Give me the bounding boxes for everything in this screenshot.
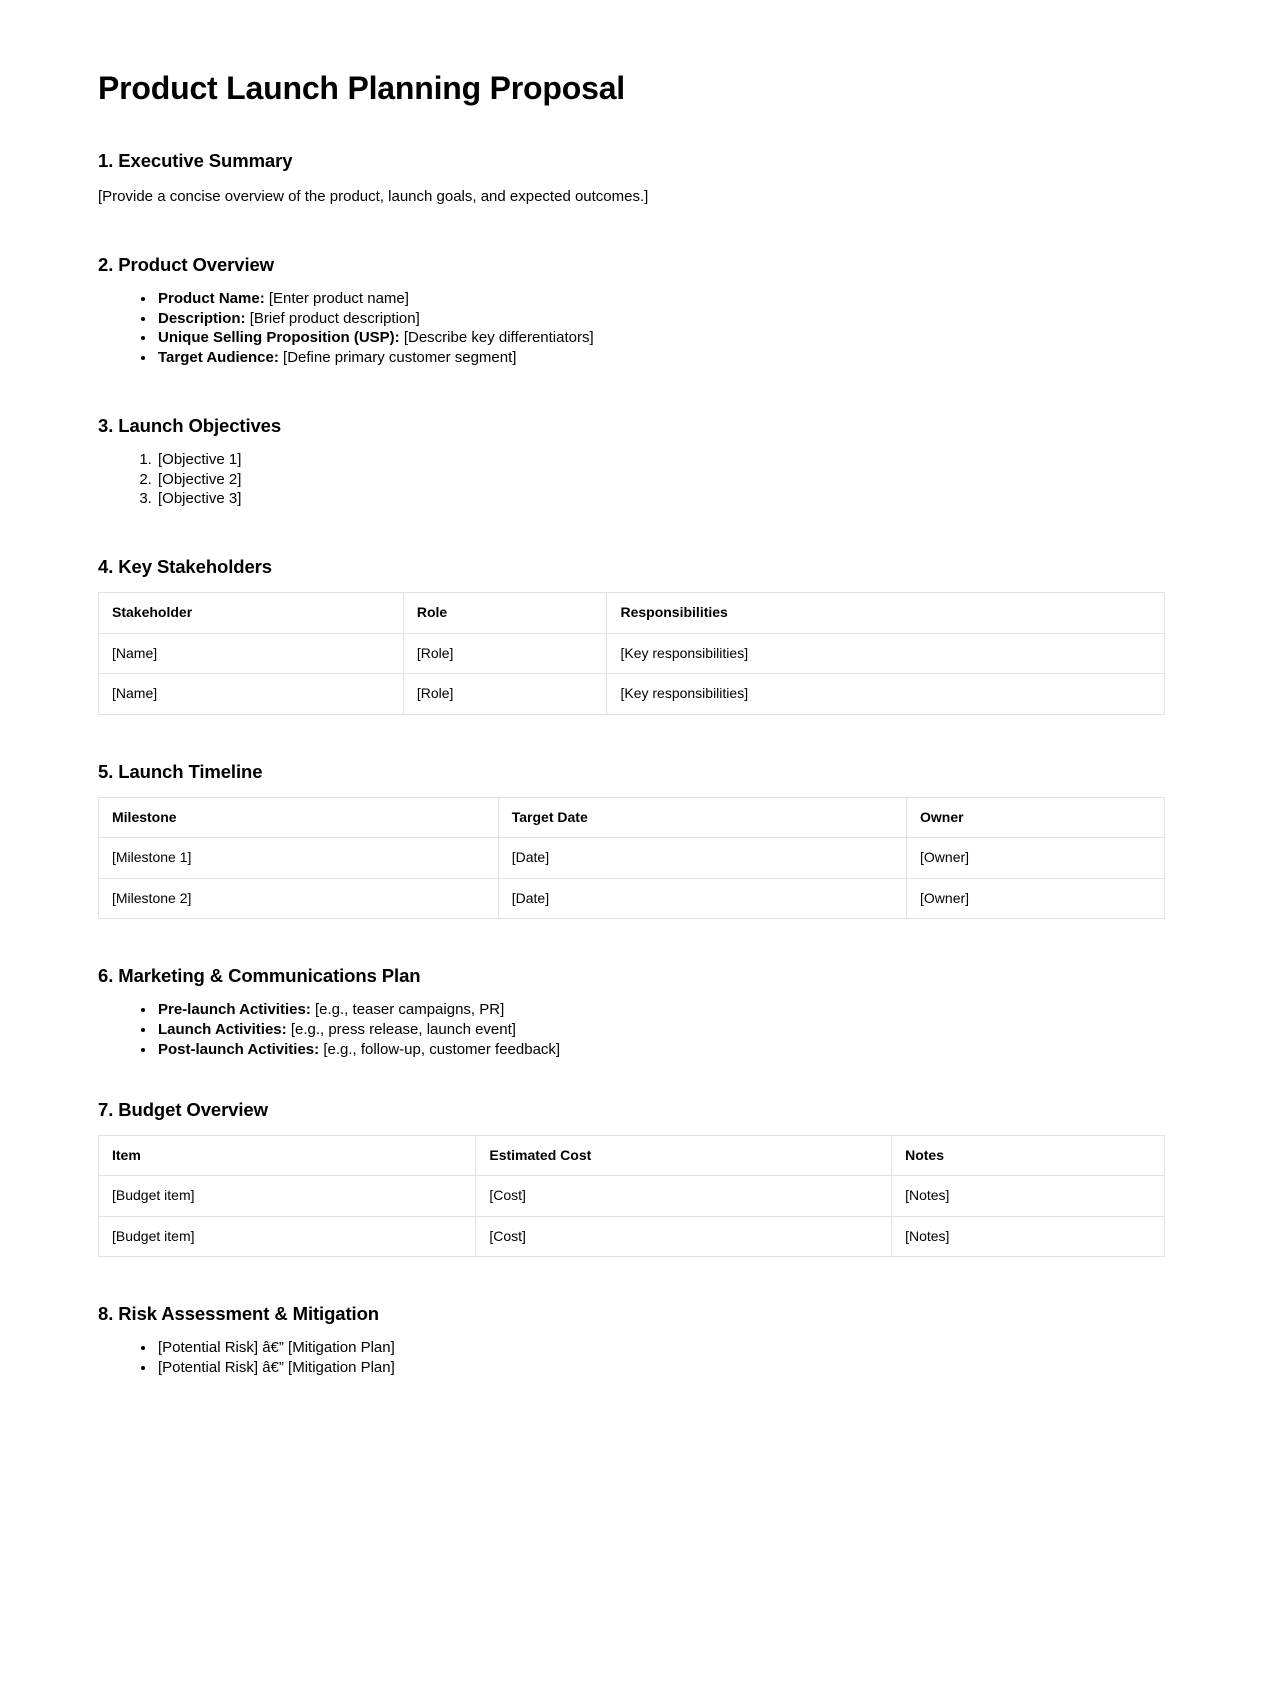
section-launch-objectives [98, 415, 1165, 508]
list-item-value: [Enter product name] [268, 289, 409, 307]
table-cell: [Date] [498, 878, 906, 919]
table-row [99, 878, 1165, 919]
spacer [98, 208, 1165, 254]
key-stakeholders-table [98, 592, 1165, 715]
list-item-value: [Brief product description] [249, 309, 420, 327]
column-header-role: Role [403, 593, 607, 634]
list-item-label: Target Audience: [158, 348, 279, 366]
table-cell: [Date] [498, 838, 906, 879]
section-heading-marketing-plan: 6. Marketing & Communications Plan [98, 965, 421, 987]
section-launch-timeline [98, 761, 1165, 920]
list-item-value: [e.g., follow-up, customer feedback] [323, 1040, 561, 1058]
column-header-responsibilities: Responsibilities [607, 593, 1165, 634]
table-cell: [Budget item] [99, 1216, 476, 1257]
budget-overview-table [98, 1135, 1165, 1258]
section-heading-product-overview: 2. Product Overview [98, 253, 274, 275]
list-item [156, 1021, 1165, 1039]
table-cell: [Owner] [907, 838, 1165, 879]
section-heading-launch-objectives: 3. Launch Objectives [98, 414, 282, 436]
list-item [156, 349, 1165, 367]
spacer [98, 510, 1165, 556]
list-item [156, 1001, 1165, 1019]
list-item [156, 329, 1165, 347]
column-header-estimated-cost: Estimated Cost [476, 1135, 892, 1176]
column-header-owner: Owner [907, 797, 1165, 838]
table-row [99, 674, 1165, 715]
list-item-value: [e.g., press release, launch event] [290, 1021, 516, 1039]
list-item [156, 290, 1165, 308]
section-product-overview [98, 254, 1165, 367]
table-row [99, 633, 1165, 674]
section-heading-risk-assessment: 8. Risk Assessment & Mitigation [98, 1303, 379, 1325]
table-header-row [99, 797, 1165, 838]
risk-assessment-list [98, 1339, 1165, 1376]
section-risk-assessment [98, 1303, 1165, 1377]
list-item-value: [Define primary customer segment] [283, 348, 517, 366]
section-marketing-plan [98, 965, 1165, 1058]
table-cell: [Name] [99, 674, 404, 715]
launch-timeline-table [98, 797, 1165, 920]
product-overview-list [98, 290, 1165, 367]
table-cell: [Milestone 2] [99, 878, 499, 919]
spacer [98, 369, 1165, 415]
section-heading-budget-overview: 7. Budget Overview [98, 1098, 268, 1120]
table-cell: [Role] [403, 633, 607, 674]
table-row [99, 1216, 1165, 1257]
column-header-milestone: Milestone [99, 797, 499, 838]
marketing-plan-list [98, 1001, 1165, 1058]
section-heading-executive-summary: 1. Executive Summary [98, 149, 293, 171]
list-item-label: Pre-launch Activities: [158, 1001, 311, 1019]
list-item-label: Launch Activities: [158, 1021, 287, 1039]
table-cell: [Cost] [476, 1176, 892, 1217]
table-cell: [Notes] [892, 1216, 1165, 1257]
list-item-value: [Describe key differentiators] [403, 329, 594, 347]
table-cell: [Name] [99, 633, 404, 674]
section-heading-launch-timeline: 5. Launch Timeline [98, 760, 263, 782]
section-budget-overview [98, 1099, 1165, 1258]
section-key-stakeholders [98, 556, 1165, 715]
section-executive-summary [98, 150, 1165, 208]
list-item [156, 1041, 1165, 1059]
list-item: • [Potential Risk] â€” [Mitigation Plan] [156, 1359, 1165, 1377]
spacer [98, 715, 1165, 761]
column-header-item: Item [99, 1135, 476, 1176]
list-item-label: Product Name: [158, 289, 265, 307]
table-header-row [99, 1135, 1165, 1176]
table-cell: [Key responsibilities] [607, 674, 1165, 715]
spacer [98, 1061, 1165, 1099]
section-heading-key-stakeholders: 4. Key Stakeholders [98, 555, 272, 577]
table-cell: [Owner] [907, 878, 1165, 919]
table-cell: [Key responsibilities] [607, 633, 1165, 674]
launch-objectives-list [98, 451, 1165, 508]
list-item: 1. [Objective 1] [156, 451, 1165, 469]
table-row [99, 838, 1165, 879]
list-item-label: Post-launch Activities: [158, 1040, 320, 1058]
list-item-value: [e.g., teaser campaigns, PR] [315, 1001, 505, 1019]
spacer [98, 919, 1165, 965]
table-row [99, 1176, 1165, 1217]
column-header-notes: Notes [892, 1135, 1165, 1176]
spacer [98, 1257, 1165, 1303]
page-title: Product Launch Planning Proposal [98, 70, 625, 106]
list-item-label: Description: [158, 309, 246, 327]
list-item-label: Unique Selling Proposition (USP): [158, 329, 400, 347]
table-cell: [Notes] [892, 1176, 1165, 1217]
table-cell: [Cost] [476, 1216, 892, 1257]
list-item [156, 310, 1165, 328]
table-cell: [Milestone 1] [99, 838, 499, 879]
list-item: 2. [Objective 2] [156, 471, 1165, 489]
table-header-row [99, 593, 1165, 634]
table-cell: [Budget item] [99, 1176, 476, 1217]
column-header-stakeholder: Stakeholder [99, 593, 404, 634]
list-item: 3. [Objective 3] [156, 490, 1165, 508]
table-cell: [Role] [403, 674, 607, 715]
list-item: • [Potential Risk] â€” [Mitigation Plan] [156, 1339, 1165, 1357]
executive-summary-body: [Provide a concise overview of the product, launch goals, and expected outcomes.] [98, 187, 649, 205]
column-header-target-date: Target Date [498, 797, 906, 838]
